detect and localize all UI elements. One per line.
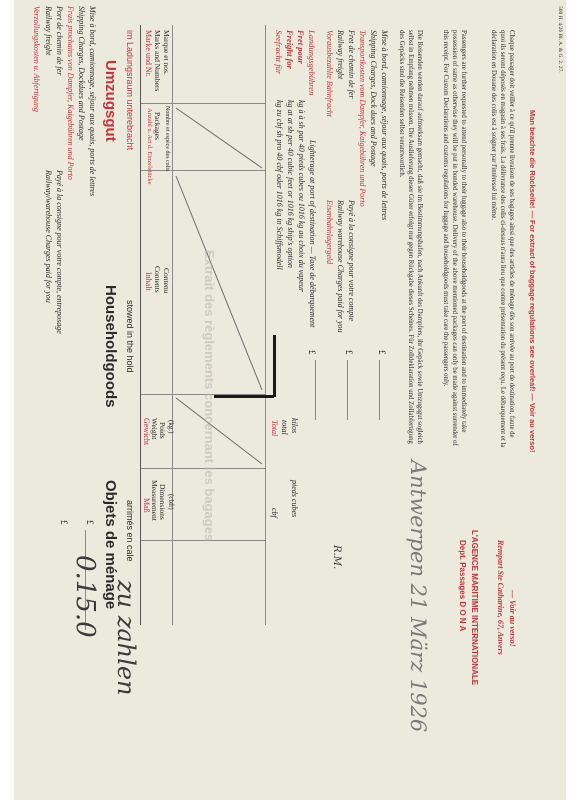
title-objets: Objets de ménage — [102, 480, 119, 610]
col-weight-unit: (kg.) — [167, 420, 175, 434]
col-marks-de: Marke und Nr. — [144, 30, 153, 77]
wh-l5: Shipping Charges, Dock dues and Postage — [369, 30, 378, 167]
fine-print-en: Passengers are further requested to attend personally to their luggage also to their householdgoods at the port of destination and to immediately take possession of same as otherwise they will be put in bonded warehouse. Delivery of the above mentioned packages can only be made against surrender of this receipt. For Custom Declarations and customs regulations for luggage and householdgoods must take care the passengers only. — [442, 30, 467, 446]
freight-l1-text: kg zu cbf sh pro 40 cbf oder 1016 kg in Schiffsmodell — [275, 100, 284, 270]
title-im-laderaum: im Ladungsraum unterebracht — [125, 30, 135, 151]
wh-amount-line-2 — [379, 360, 380, 420]
title-umzugsgut: Umzugsgut — [102, 60, 119, 142]
bracket-horizontal — [273, 335, 276, 397]
freight-l4-label: Landungsgebühren — [307, 30, 317, 96]
charges-line-6: Mise à bord, camionnage, séjour aux quais, ports de lettres — [88, 6, 97, 197]
paper-sheet — [14, 0, 566, 800]
col-packages-fr: Nombre et espèce des colis — [164, 106, 170, 172]
col-measure-fr: Dimensions — [158, 484, 167, 520]
charges-line-4: Frais prochains von Dampfer, Kaigebühren und Porto — [66, 6, 75, 180]
freight-amount-line — [315, 360, 316, 420]
charges-line-2: Railway freight — [44, 6, 53, 56]
wh-pound-2: £ — [377, 350, 387, 355]
stamp-line-2: L'AGENCE MARITIME INTERNATIONALE — [470, 530, 479, 686]
freight-pound: £ — [307, 350, 317, 355]
wh-l1: Vorausbezahlte Bahnfracht — [325, 30, 334, 117]
col-measure-en: Measurement — [150, 480, 159, 521]
wh-l6: Mise à bord, camionnage, séjour aux quais, ports de lettres — [380, 30, 389, 221]
freight-l4-text: Lighterage at port of destination — Taxe de débarquement — [308, 140, 317, 328]
wh-pound-1: £ — [344, 350, 354, 355]
total-de: Total — [270, 420, 279, 437]
title-householdgoods: Householdgoods — [102, 285, 119, 408]
freight-l2-text: kg at at sh per 40 cubic feet or 1016 kg ship's option — [286, 100, 295, 268]
fine-print-fr: Chaque passager doit veiller à ce qu'il prenne livraison de ses bagages ainsi que des articles de ménage dès son arrivée au port de destination, faute de quoi ils seront déposés en magasin à ses frais. La délivrance des colis ci-dessus n'aura lieu que contre présentation du présent reçu. Le débarquement et la déclaration en Douane des colis est à soigner par l'intéressé lui même. — [490, 30, 515, 448]
col-measure-de: Maß — [142, 498, 151, 513]
stamp-line-3: Rempart Ste Catharine, 67, Anvers — [496, 540, 505, 655]
col-contents-en: Contents — [153, 266, 162, 293]
freight-l1-label: Seefracht für — [274, 30, 284, 75]
wh-l3b: Payé à la consigne pour votre compte — [347, 200, 356, 322]
title-stowed: stowed in the hold — [125, 300, 135, 373]
footer-red-note: Man beachte die Rückseite! — For extract of baggage regulations see overleaf! — Voir au verso! — [528, 110, 537, 453]
stamp-line-1: Dept. Passages D O N A — [458, 540, 467, 632]
handwritten-amount: 0.15.0 — [70, 555, 100, 638]
col-packages-de: Anzahl u. Art d. Einzelstücke — [146, 108, 153, 185]
charges-line-1: Verzollungskosten u. Abfertigung — [32, 6, 41, 112]
charges-line-3: Port de chemin de fer — [55, 6, 64, 76]
charges-pound-2: £ — [85, 520, 95, 525]
handwritten-rm: R.M. — [331, 545, 342, 570]
total-cbf: cbf — [270, 508, 279, 518]
total-kilos: kilos — [290, 418, 299, 434]
freight-l3-text: kg à à sh par 40 pieds cubes ou 1016 kg au choix du vapeur — [297, 100, 306, 292]
freight-l3-label: Fret pour — [296, 30, 306, 64]
col-packages-en: Packages — [153, 112, 162, 140]
freight-l2-label: Freight for — [285, 30, 295, 69]
stamp-line-4: — Voir au verso! — [508, 590, 517, 647]
col-contents-fr: Contenu — [162, 268, 171, 294]
bracket-vertical — [214, 395, 274, 398]
col-contents-de: Inhalt — [144, 272, 153, 291]
printer-code: 500 H. 4/26 Bl. A. & G. 2. 27. — [557, 6, 563, 73]
charges-line-5: Shipping Charges, Dockdues and Postage — [77, 6, 86, 141]
show-through-text: Extrait des règlements concernant les bagages — [202, 250, 217, 542]
col-marks-fr: Marque et nos. — [162, 30, 171, 75]
wh-l1b: Eisenbahnlagergeld — [325, 200, 334, 265]
handwritten-words: zu zahlen — [112, 580, 140, 696]
wh-l2: Railway freight — [336, 30, 345, 80]
col-weight-fr: Poids — [158, 422, 167, 439]
col-marks-en: Marks and Numbers — [153, 30, 162, 92]
wh-amount-line-1 — [347, 360, 348, 420]
rotated-document — [14, 0, 566, 800]
total-en: total — [280, 420, 289, 435]
charges-line-3b: Payé à la consigne pour votre compte, entreposage — [55, 170, 64, 334]
fine-print-de: Die Reisenden werden darauf aufmerksam gemacht, daß sie im Bestimmungshafen, nach Ankunft des Dampfers, ihr Gepäck sowie Umzugsgut sogleich selbst in Empfang nehmen müssen. Die Auslieferung dieser Güter erfolgt nur gegen Rückgabe dieses Scheines. Für Zolldeklaration und Zollabfertigung des Gepäcks sind die Reisenden selbst verantwortlich. — [398, 30, 423, 444]
col-weight-en: Weight — [150, 418, 159, 440]
title-arrimes: arrimés en cale — [125, 500, 135, 562]
wh-l2b: Railway warehouse Charges paid for you — [336, 200, 345, 333]
col-measure-unit: (cbft) — [167, 494, 175, 510]
charges-pound-1: £ — [59, 520, 69, 525]
total-pieds-cubes: pieds cubes — [290, 480, 299, 518]
wh-l3: Fret de chemin de fer — [347, 30, 356, 99]
charges-line-2b: Railway/warehouse Charges paid for you — [44, 170, 53, 303]
wh-l4: Transportkosten vom Dampfer, Kaigebühren und Porto — [358, 30, 367, 207]
col-weight-de: Gewicht — [142, 418, 151, 446]
handwritten-city-date: Antwerpen 21 März 1926 — [406, 460, 430, 733]
